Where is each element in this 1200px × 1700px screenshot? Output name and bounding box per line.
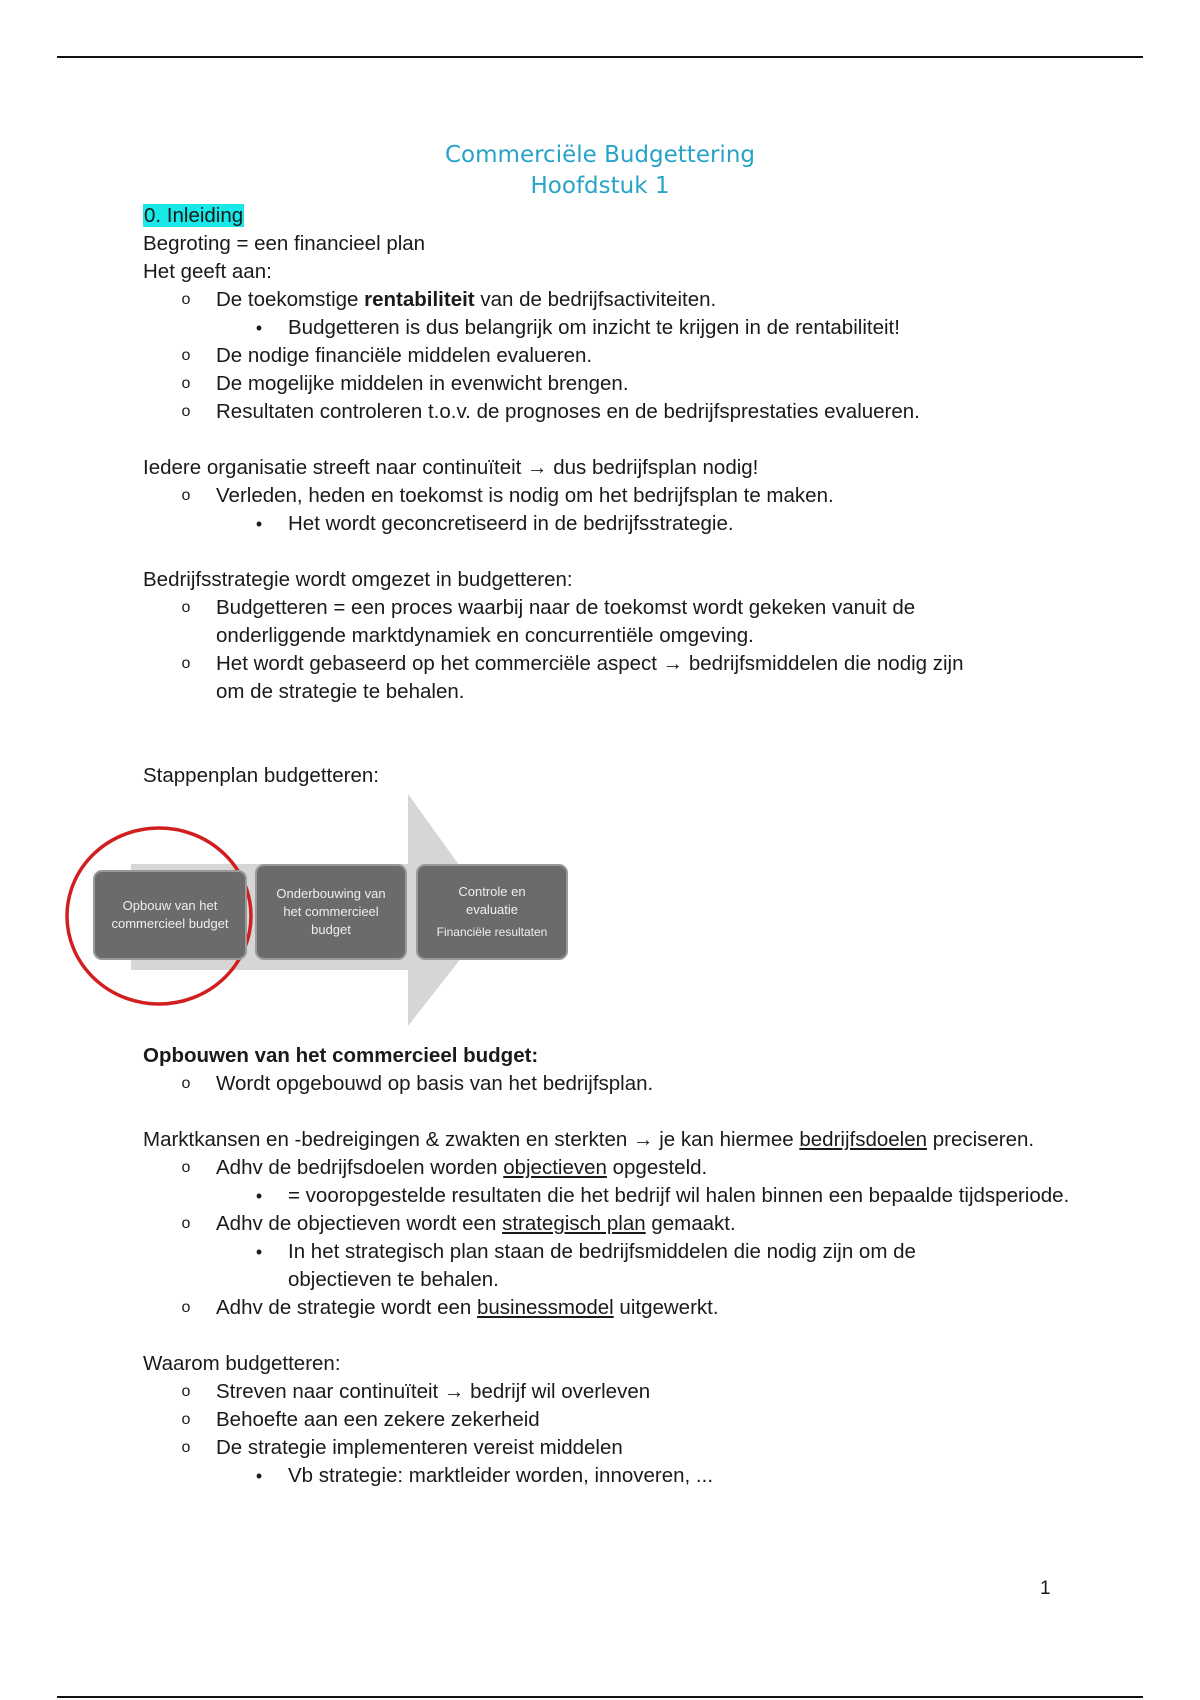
circle-bullet-icon: o [181, 1215, 191, 1232]
circle-bullet-icon: o [181, 1383, 191, 1400]
paragraph-line: Marktkansen en -bedreigingen & zwakten en sterkten → je kan hiermee bedrijfsdoelen preciseren. [143, 1128, 1035, 1151]
dot-bullet-icon: • [255, 318, 263, 338]
document-body [111, 202, 1143, 1490]
sub-list-item: • Vb strategie: marktleider worden, innoveren, ... [143, 1462, 1143, 1490]
list-item: o Streven naar continuïteit → bedrijf wil overleven [143, 1378, 1143, 1406]
list-item: o Adhv de objectieven wordt een strategisch plan gemaakt. [143, 1210, 1143, 1238]
list-item-continuation: om de strategie te behalen. [216, 680, 465, 703]
underlined-term: businessmodel [476, 1296, 614, 1319]
list-item: o Resultaten controleren t.o.v. de prognoses en de bedrijfsprestaties evalueren. [143, 398, 1143, 426]
circle-bullet-icon: o [181, 487, 191, 504]
footer-rule [57, 1696, 1143, 1698]
dot-bullet-icon: • [255, 514, 263, 534]
paragraph-line: Begroting = een financieel plan [143, 232, 426, 255]
list-item: o Adhv de strategie wordt een businessmodel uitgewerkt. [143, 1294, 1143, 1322]
highlighted-heading: 0. Inleiding [144, 204, 244, 227]
step-box-controle: Controle en evaluatie Financiële resultaten [416, 864, 568, 960]
sub-list-item: • = vooropgestelde resultaten die het bedrijf wil halen binnen een bepaalde tijdsperiode. [143, 1182, 1143, 1210]
title-line-1: Commerciële Budgettering [445, 142, 755, 168]
paragraph-line: Stappenplan budgetteren: [143, 764, 379, 787]
list-item: o De mogelijke middelen in evenwicht brengen. [143, 370, 1143, 398]
underlined-term: objectieven [503, 1156, 607, 1179]
list-item: o Wordt opgebouwd op basis van het bedrijfsplan. [143, 1070, 1143, 1098]
list-item: o Het wordt gebaseerd op het commerciële aspect → bedrijfsmiddelen die nodig zijn [143, 650, 1143, 678]
list-item: o De toekomstige rentabiliteit van de bedrijfsactiviteiten. [143, 286, 1143, 314]
paragraph-line: Bedrijfsstrategie wordt omgezet in budgetteren: [143, 568, 573, 591]
list-item: o De strategie implementeren vereist middelen [143, 1434, 1143, 1462]
circle-bullet-icon: o [181, 1411, 191, 1428]
step-box-opbouw: Opbouw van het commercieel budget [93, 870, 247, 960]
list-item-continuation: onderliggende marktdynamiek en concurrentiële omgeving. [216, 624, 754, 647]
list-item: o Adhv de bedrijfsdoelen worden objectieven opgesteld. [143, 1154, 1143, 1182]
steps-diagram [65, 794, 1065, 1036]
page-title [0, 140, 1200, 202]
list-item: o Behoefte aan een zekere zekerheid [143, 1406, 1143, 1434]
list-item: o Budgetteren = een proces waarbij naar de toekomst wordt gekeken vanuit de [143, 594, 1143, 622]
dot-bullet-icon: • [255, 1242, 263, 1262]
bold-term: rentabiliteit [364, 288, 475, 311]
step-box-onderbouwing: Onderbouwing van het commercieel budget [255, 864, 407, 960]
circle-bullet-icon: o [181, 291, 191, 308]
circle-bullet-icon: o [181, 599, 191, 616]
circle-bullet-icon: o [181, 1075, 191, 1092]
paragraph-line: Het geeft aan: [143, 260, 272, 283]
sub-list-item: • In het strategisch plan staan de bedrijfsmiddelen die nodig zijn om de [143, 1238, 1143, 1266]
sub-list-item: • Het wordt geconcretiseerd in de bedrijfsstrategie. [143, 510, 1143, 538]
list-item: o Verleden, heden en toekomst is nodig om het bedrijfsplan te maken. [143, 482, 1143, 510]
page-number: 1 [1040, 1578, 1051, 1599]
circle-bullet-icon: o [181, 347, 191, 364]
paragraph-line: Waarom budgetteren: [143, 1352, 341, 1375]
list-item: o De nodige financiële middelen evalueren. [143, 342, 1143, 370]
underlined-term: strategisch plan [502, 1212, 646, 1235]
dot-bullet-icon: • [255, 1466, 263, 1486]
circle-bullet-icon: o [181, 1159, 191, 1176]
dot-bullet-icon: • [255, 1186, 263, 1206]
circle-bullet-icon: o [181, 1439, 191, 1456]
section-heading-inleiding [143, 202, 1143, 230]
sub-list-item: • Budgetteren is dus belangrijk om inzicht te krijgen in de rentabiliteit! [143, 314, 1143, 342]
underlined-term: bedrijfsdoelen [799, 1128, 928, 1151]
sub-list-item-continuation: objectieven te behalen. [288, 1268, 499, 1291]
circle-bullet-icon: o [181, 655, 191, 672]
circle-bullet-icon: o [181, 375, 191, 392]
section-heading-opbouwen: Opbouwen van het commercieel budget: [143, 1044, 539, 1067]
title-line-2: Hoofdstuk 1 [530, 173, 670, 199]
header-rule [57, 56, 1143, 58]
paragraph-line: Iedere organisatie streeft naar continuïteit → dus bedrijfsplan nodig! [143, 456, 759, 479]
circle-bullet-icon: o [181, 1299, 191, 1316]
circle-bullet-icon: o [181, 403, 191, 420]
